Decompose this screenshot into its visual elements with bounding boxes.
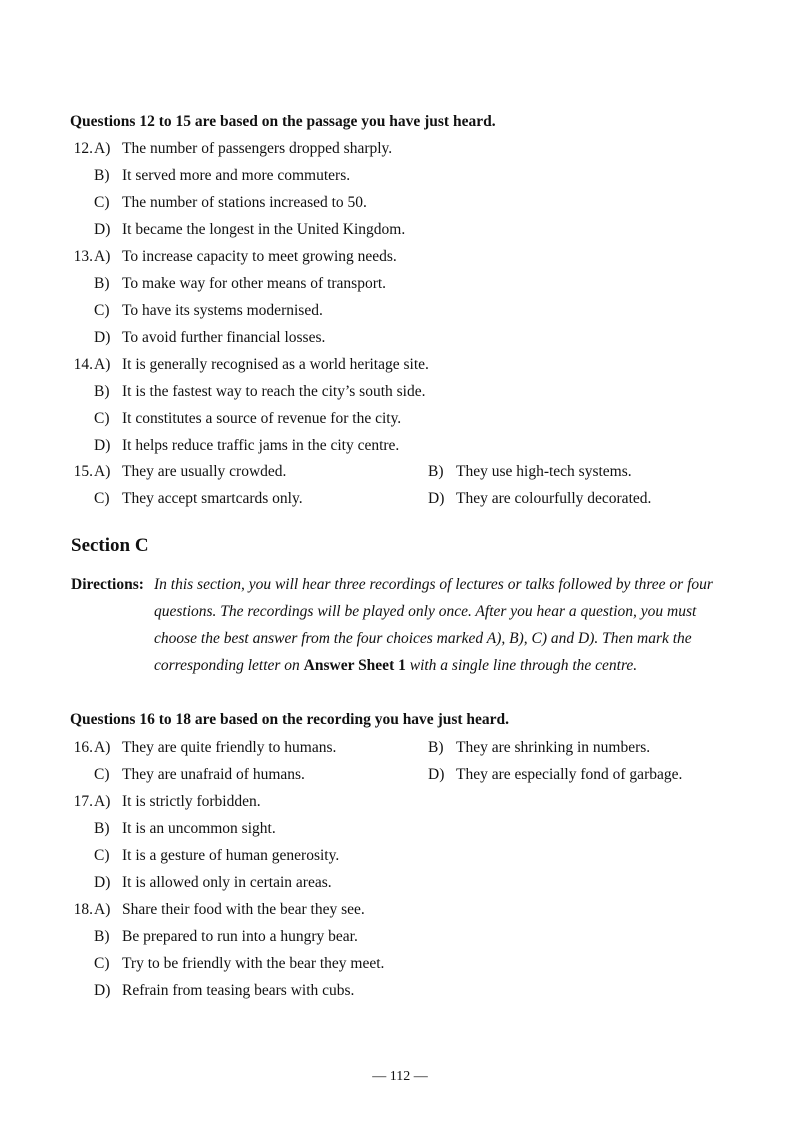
question-number: 14. [73,356,93,373]
option-label: A) [94,793,111,810]
option-text: They are shrinking in numbers. [456,739,651,756]
option-text: The number of stations increased to 50. [122,194,367,211]
directions-line-4 [154,657,637,675]
option-label: C) [94,302,110,319]
option-label: D) [428,490,445,507]
option-label: D) [94,329,111,346]
question-number: 17. [73,793,93,810]
option-text: Refrain from teasing bears with cubs. [122,982,355,999]
option-text: It became the longest in the United Kingdom. [122,221,406,238]
directions-line-1: In this section, you will hear three recordings of lectures or talks followed by three or four [154,576,713,593]
option-text: Be prepared to run into a hungry bear. [122,928,358,945]
option-label: D) [428,766,445,783]
directions-line-3: choose the best answer from the four choices marked A), B), C) and D). Then mark the [154,630,692,647]
option-text: Try to be friendly with the bear they meet. [122,955,385,972]
option-text: Share their food with the bear they see. [122,901,365,918]
option-text: To make way for other means of transport. [122,275,387,292]
option-text: They are colourfully decorated. [456,490,652,507]
questions-16-18-heading: Questions 16 to 18 are based on the recording you have just heard. [70,711,510,728]
page-number: — 112 — [372,1069,428,1084]
option-text: To avoid further financial losses. [122,329,326,346]
section-title: Section C [71,535,149,556]
option-label: A) [94,739,111,756]
question-number: 18. [73,901,93,918]
question-number: 15. [73,463,93,480]
option-text: It served more and more commuters. [122,167,351,184]
directions-line-4-end: with a single line through the centre. [409,657,638,674]
option-label: A) [94,901,111,918]
option-text: To increase capacity to meet growing needs. [122,248,397,265]
question-number: 16. [73,739,93,756]
option-text: They are unafraid of humans. [122,766,305,783]
option-text: It is strictly forbidden. [122,793,261,810]
option-text: They accept smartcards only. [122,490,303,507]
option-text: It helps reduce traffic jams in the city centre. [122,437,400,454]
option-label: A) [94,463,111,480]
option-label: A) [94,356,111,373]
question-number: 12. [73,140,93,157]
option-label: A) [94,248,111,265]
option-text: They are especially fond of garbage. [456,766,683,783]
directions-line-4-start: corresponding letter on [154,657,300,674]
option-label: D) [94,221,111,238]
option-label: C) [94,410,110,427]
questions-12-15-heading: Questions 12 to 15 are based on the passage you have just heard. [70,113,496,130]
option-text: To have its systems modernised. [122,302,323,319]
answer-sheet-reference: Answer Sheet 1 [303,657,406,674]
option-text: They are usually crowded. [122,463,287,480]
option-text: It is generally recognised as a world heritage site. [122,356,429,373]
option-text: It is an uncommon sight. [122,820,276,837]
option-label: C) [94,766,110,783]
directions-line-2: questions. The recordings will be played only once. After you hear a question, you must [154,603,697,620]
option-label: C) [94,847,110,864]
option-label: B) [94,275,110,292]
option-label: B) [428,739,444,756]
option-text: The number of passengers dropped sharply. [122,140,393,157]
option-label: D) [94,874,111,891]
directions-label: Directions: [71,576,144,593]
option-label: C) [94,955,110,972]
option-text: It constitutes a source of revenue for the city. [122,410,402,427]
option-text: It is allowed only in certain areas. [122,874,332,891]
option-label: D) [94,437,111,454]
option-label: B) [94,167,110,184]
question-number: 13. [73,248,93,265]
option-label: B) [94,383,110,400]
option-text: It is the fastest way to reach the city’s south side. [122,383,426,400]
option-label: B) [94,928,110,945]
option-label: A) [94,140,111,157]
option-label: B) [428,463,444,480]
option-label: C) [94,490,110,507]
option-label: C) [94,194,110,211]
option-text: They are quite friendly to humans. [122,739,337,756]
option-text: It is a gesture of human generosity. [122,847,340,864]
option-label: D) [94,982,111,999]
option-text: They use high-tech systems. [456,463,632,480]
option-label: B) [94,820,110,837]
